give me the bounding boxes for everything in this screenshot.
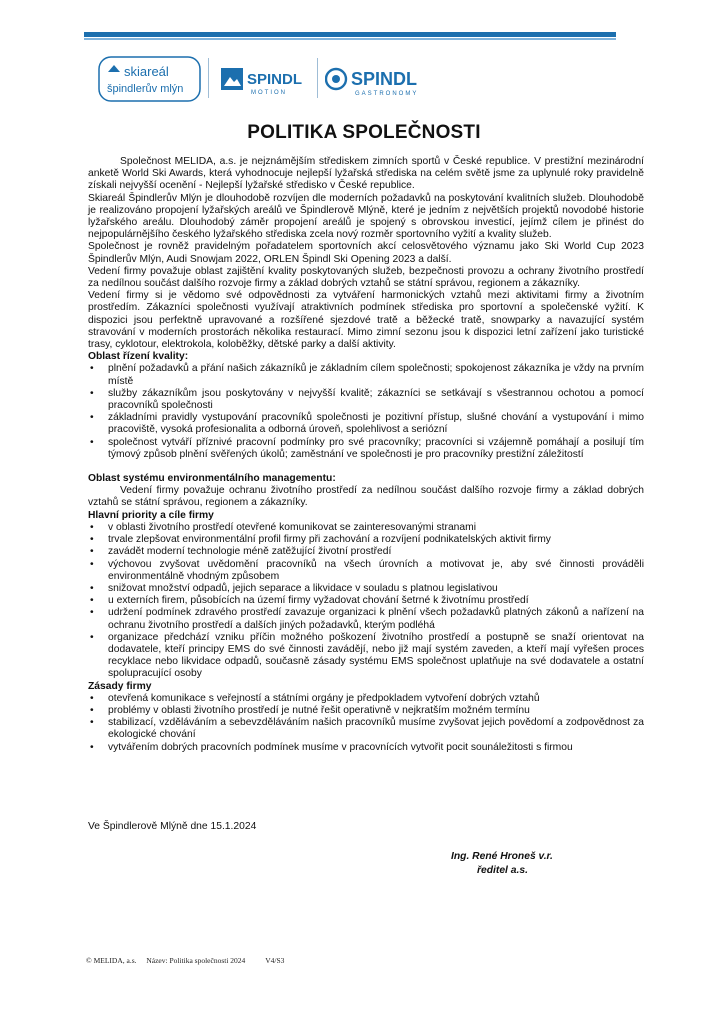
- intro-paragraph: Vedení firmy považuje oblast zajištění kvality poskytovaných služeb, bezpečnosti provozu a ochrany životního prostředí za nedílnou součást dalšího rozvoje firmy a základ dobrých vztahů se státní správou, regionem a zákazníky.: [88, 265, 644, 290]
- intro-paragraph: Skiareál Špindlerův Mlýn je dlouhodobě rozvíjen dle moderních požadavků na poskytování kvalitních služeb. Dlouhodobě je realizováno propojení lyžařských areálů ve Špindlerově Mlýně, které je jedním z největších projektů novodobé historie lyžařského areálu. Dlouhodobý záměr propojení areálů je spojený s obrovskou investicí, jejímž cílem je přinést do nejpopulárnějšího českého lyžařského střediska zcela nový rozměr sportovního vyžití a kvality služeb.: [88, 192, 644, 241]
- bullet-icon: •: [90, 558, 94, 570]
- bullet-icon: •: [90, 595, 94, 607]
- list-item: [88, 363, 644, 387]
- list-item: [88, 546, 644, 558]
- list-item: [88, 717, 644, 741]
- list-item: [88, 559, 644, 583]
- list-item-text: otevřená komunikace s veřejností a státními orgány je předpokladem vytvoření dobrých vztahů: [108, 692, 540, 704]
- signatory-role: ředitel a.s.: [477, 865, 528, 876]
- list-item-text: problémy v oblasti životního prostředí je nutné řešit operativně v nejkratším možném termínu: [108, 704, 530, 716]
- ems-heading: Oblast systému environmentálního managementu:: [88, 473, 336, 485]
- bullet-icon: •: [90, 692, 94, 704]
- logo1-line2: špindlerův mlýn: [107, 83, 184, 95]
- list-item: [88, 437, 644, 461]
- logo2-main: SPINDL: [247, 71, 303, 88]
- intro-paragraph: Vedení firmy si je vědomo své odpovědnosti za vytváření harmonických vztahů mezi aktivitami firmy a životním prostředím. Zákazníci společnosti využívají atraktivních podmínek střediska pro sportovní a společenské vyžití. K dispozici jsou perfektně upravované a rozšířené sjezdové tratě a běžecké tratě, snowparky a navazující systém stravování v moderních prostorách několika restaurací. Mimo zimní sezonu jsou k dispozici letní zařízení jako turistické trasy, cyklotour, elektrokola, koloběžky, dětské parky a další aktivity.: [88, 290, 644, 351]
- bullet-icon: •: [90, 546, 94, 558]
- bullet-icon: •: [90, 387, 94, 399]
- footer-doc-name: Název: Politika společnosti 2024: [146, 956, 246, 965]
- list-item-text: v oblasti životního prostředí otevřené komunikovat se zainteresovanými stranami: [108, 521, 477, 533]
- list-item-text: organizace předchází vzniku příčin možného poškození životního prostředí a postupně se snaží orientovat na dodavatele, kteří principy EMS do své činnosti zavádějí, nebo již mají systém zaveden, a kteří mají vyřešen proces recyklace nebo likvidace odpadů, současně zásady systému EMS společnost uplatňuje na své dodavatele a ostatní spolupracující osoby: [108, 631, 644, 680]
- list-item-text: výchovou zvyšovat uvědomění pracovníků na všech úrovních a motivovat je, aby své činnosti prováděli environmentálně vhodným způsobem: [108, 558, 644, 582]
- bullet-icon: •: [90, 534, 94, 546]
- list-item: [88, 632, 644, 681]
- quality-list: [88, 363, 644, 461]
- list-item-text: vytvářením dobrých pracovních podmínek musíme v pracovnících vytvořit pocit sounáležitosti s firmou: [108, 741, 573, 753]
- list-item-text: udržení podmínek zdravého prostředí zavazuje organizaci k plnění všech požadavků platných zákonů a nařízení na ochranu životního prostředí a dalších jiných požadavků, kterým podléhá: [108, 607, 644, 631]
- logo3-main: SPINDL: [351, 69, 418, 89]
- spindl-motion-logo: [221, 56, 311, 102]
- list-item-text: zavádět moderní technologie méně zatěžující životní prostředí: [108, 546, 392, 558]
- list-item: [88, 742, 644, 754]
- header-accent-bar: [84, 32, 616, 37]
- priorities-heading: Hlavní priority a cíle firmy: [88, 509, 214, 521]
- list-item: [88, 607, 644, 631]
- bullet-icon: •: [90, 607, 94, 619]
- list-item: [88, 705, 644, 717]
- list-item: [88, 583, 644, 595]
- list-item: [88, 595, 644, 607]
- place-date: Ve Špindlerově Mlýně dne 15.1.2024: [88, 821, 257, 832]
- list-item-text: stabilizací, vzděláváním a sebevzděláváním našich pracovníků musíme zvyšovat jejich povědomí a zodpovědnost za ekologické chování: [108, 717, 644, 741]
- list-item: [88, 412, 644, 436]
- footer-version: V4/S3: [265, 956, 285, 965]
- principles-list: [88, 693, 644, 754]
- list-item-text: u externích firem, působících na území firmy vyžadovat chování šetrné k životnímu prostředí: [108, 595, 529, 607]
- list-item: [88, 388, 644, 412]
- list-item-text: společnost vytváří příznivé pracovní podmínky pro své pracovníky; pracovníci si vzájemně pomáhají a posilují tím týmový způsob plnění svěřených úkolů; zaměstnání ve společnosti je pro pracovníky prestižní záležitostí: [108, 436, 644, 460]
- header-accent-line: [84, 38, 616, 40]
- principles-heading: Zásady firmy: [88, 680, 152, 692]
- footer-company: © MELIDA, a.s.: [86, 956, 137, 965]
- bullet-icon: •: [90, 436, 94, 448]
- logo2-sub: MOTION: [251, 90, 287, 96]
- logo-separator: [208, 58, 209, 98]
- bullet-icon: •: [90, 521, 94, 533]
- page-title: POLITIKA SPOLEČNOSTI: [247, 122, 481, 143]
- bullet-icon: •: [90, 631, 94, 643]
- page-footer: [86, 956, 292, 965]
- intro-paragraph: Společnost je rovněž pravidelným pořadatelem sportovních akcí celosvětového významu jako Ski World Cup 2023 Špindlerův Mlýn, Audi Snowjam 2022, ORLEN Špindl Ski Opening 2023 a další.: [88, 241, 644, 265]
- bullet-icon: •: [90, 717, 94, 729]
- list-item: [88, 534, 644, 546]
- logo-row: [84, 46, 684, 110]
- skiareal-logo: [98, 56, 201, 102]
- logo1-line1: skiareál: [124, 64, 169, 79]
- logo3-sub: GASTRONOMY: [355, 91, 419, 97]
- bullet-icon: •: [90, 582, 94, 594]
- spindl-gastronomy-logo: [325, 56, 435, 102]
- signature-block: [451, 850, 553, 878]
- logo-separator: [317, 58, 318, 98]
- ems-intro: Vedení firmy považuje ochranu životního prostředí za nedílnou součást dalšího rozvoje firmy a základ dobrých vztahů se státní správou, regionem a zákazníky.: [88, 485, 644, 509]
- priorities-list: [88, 522, 644, 681]
- bullet-icon: •: [90, 704, 94, 716]
- list-item-text: plnění požadavků a přání našich zákazníků je základním cílem společnosti; spokojenost zákazníka je vždy na prvním místě: [108, 363, 644, 387]
- quality-heading: Oblast řízení kvality:: [88, 351, 189, 363]
- intro-paragraph: Společnost MELIDA, a.s. je nejznámějším střediskem zimních sportů v České republice. V prestižní mezinárodní anketě World Ski Awards, která vyhodnocuje nejlepší lyžařská střediska na celém světě jsme za uplynulé roky pravidelně získali nejvyšší ocenění - Nejlepší lyžařské středisko v České republice.: [88, 156, 644, 192]
- section-gap: [88, 461, 644, 473]
- bullet-icon: •: [90, 363, 94, 375]
- list-item-text: snižovat množství odpadů, jejich separace a likvidace v souladu s platnou legislativou: [108, 582, 498, 594]
- list-item-text: služby zákazníkům jsou poskytovány v nejvyšší kvalitě; zákazníci se setkávají s všestrannou ochotou a pomocí pracovníků společnosti: [108, 387, 644, 412]
- signatory-name: Ing. René Hroneš v.r.: [451, 851, 553, 862]
- bullet-icon: •: [90, 412, 94, 424]
- list-item-text: základními pravidly vystupování pracovníků společnosti je pozitivní přístup, slušné chování a vystupování i mimo pracoviště, vysoká profesionalita a odborná úroveň, spolehlivost a seriózní: [108, 412, 644, 436]
- list-item: [88, 522, 644, 534]
- policy-body: [88, 156, 644, 754]
- list-item-text: trvale zlepšovat environmentální profil firmy při zachování a rozvíjení podnikatelských aktivit firmy: [108, 534, 551, 546]
- bullet-icon: •: [90, 741, 94, 753]
- list-item: [88, 693, 644, 705]
